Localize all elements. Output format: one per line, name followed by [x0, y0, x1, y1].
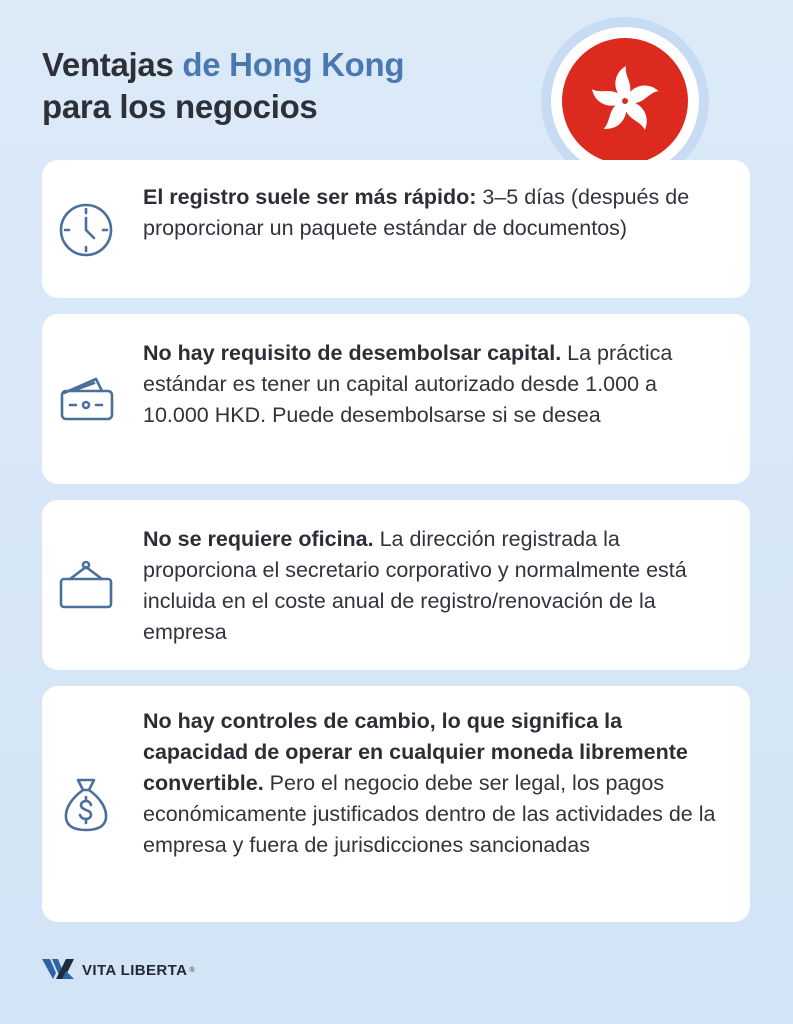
card-text: [143, 338, 728, 431]
brand-logo: [42, 958, 195, 982]
card-body-text: La dirección registrada la proporciona el secretario corporativo y normalmente está incluida en el coste anual de registro/renovación de la empresa: [143, 527, 687, 644]
card-text: [143, 182, 728, 244]
card-bold-text: No se requiere oficina.: [143, 527, 374, 551]
card-text: [143, 706, 728, 861]
card-bold-text: No hay controles de cambio, lo que significa la capacidad de operar en cualquier moneda libremente convertible.: [143, 709, 688, 795]
title-line2: para los negocios: [42, 88, 318, 125]
advantage-card-registration: [42, 160, 750, 298]
advantage-card-office: [42, 500, 750, 670]
advantage-card-currency: [42, 686, 750, 922]
card-body-text: 3–5 días (después de proporcionar un paquete estándar de documentos): [143, 185, 690, 240]
vita-liberta-logo-icon: [42, 957, 74, 984]
card-body-text: Pero el negocio debe ser legal, los pagos económicamente justificados dentro de las actividades de la empresa y fuera de jurisdicciones sancionadas: [143, 771, 716, 857]
page-title: [42, 44, 404, 128]
brand-name: VITA LIBERTA: [82, 961, 188, 979]
card-bold-text: No hay requisito de desembolsar capital.: [143, 341, 562, 365]
hanging-sign-icon: [56, 555, 116, 615]
card-body-text: La práctica estándar es tener un capital autorizado desde 1.000 a 10.000 HKD. Puede desembolsarse si se desea: [143, 341, 673, 427]
card-bold-text: El registro suele ser más rápido:: [143, 185, 477, 209]
registered-mark: ®: [189, 966, 195, 974]
card-text: [143, 524, 728, 648]
money-bag-icon: [56, 774, 116, 834]
advantage-card-capital: [42, 314, 750, 484]
title-part1: Ventajas: [42, 46, 183, 83]
wallet-icon: [56, 369, 116, 429]
clock-icon: [56, 200, 116, 260]
title-accent: de Hong Kong: [182, 46, 405, 83]
